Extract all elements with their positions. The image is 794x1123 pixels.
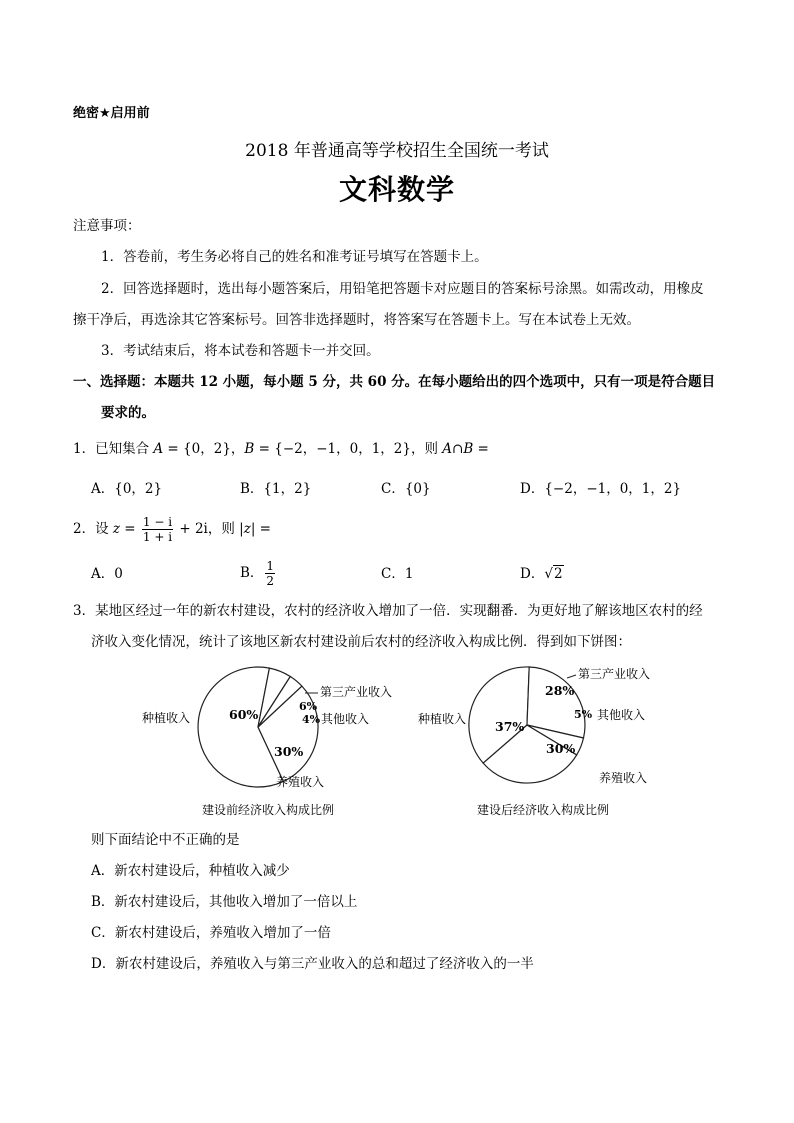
q2-option-c-value: 1 [404, 566, 414, 582]
q1-option-d-value: {−2，−1，0，1，2} [544, 481, 682, 497]
q2-option-d-label: D． [520, 566, 545, 582]
pie-pct-label-1-2: 28% [545, 683, 575, 698]
pie-pct-label-0-2: 6% [299, 700, 318, 713]
pie-leader-line-1-2 [567, 675, 576, 678]
q2-option-c-label: C． [381, 566, 405, 582]
q3-prompt: 则下面结论中不正确的是 [91, 832, 240, 848]
pie-category-label-1-2: 第三产业收入 [578, 667, 651, 681]
section-heading-cont: 要求的。 [101, 405, 155, 421]
exam-title: 2018 年普通高等学校招生全国统一考试 [245, 141, 549, 161]
pie-title-0: 建设前经济收入构成比例 [201, 803, 335, 817]
pie-pct-label-1-1: 30% [546, 741, 576, 756]
q2-option-d: D．√2 [520, 566, 563, 582]
q2-option-a-value: 0 [114, 566, 123, 582]
q1-tail-post: = [473, 441, 489, 457]
q1-lead: 1．已知集合 [73, 441, 154, 457]
q2-lead: 2．设 [73, 521, 113, 537]
q2-eq: = [120, 521, 140, 537]
q1-option-a [91, 479, 162, 499]
q3-stem-line1: 3．某地区经过一年的新农村建设，农村的经济收入增加了一倍．实现翻番．为更好地了解该地区农村的经 [73, 603, 703, 619]
pie-pct-label-0-3: 4% [302, 713, 321, 726]
q1-sep: ， [230, 441, 245, 457]
pie-pct-label-1-3: 5% [574, 708, 593, 721]
q1-option-c-label: C． [381, 481, 405, 497]
pie-pct-label-0-0: 60% [229, 707, 259, 722]
q1-set-b-value: {−2，−1，0，1，2} [274, 441, 411, 457]
q2-fraction-num: 1 − i [142, 515, 173, 529]
q1-set-a-value: {0，2} [183, 441, 231, 457]
pie-category-label-0-0: 种植收入 [141, 711, 190, 725]
pie-category-label-1-3: 其他收入 [597, 708, 646, 722]
q3-option-b: B．新农村建设后，其他收入增加了一倍以上 [91, 894, 358, 910]
q2-option-a-label: A． [91, 566, 115, 582]
secret-label: 绝密★启用前 [73, 106, 150, 121]
q1-option-b [240, 479, 311, 499]
q2-stem [73, 514, 271, 544]
q1-option-c-value: {0} [404, 481, 431, 497]
notes-heading: 注意事项： [73, 218, 141, 234]
q2-fraction [142, 515, 173, 544]
q2-option-b-label: B． [240, 565, 264, 581]
q2-fraction-den: 1 + i [142, 530, 173, 544]
section-heading: 一、选择题：本题共 12 小题，每小题 5 分，共 60 分。在每小题给出的四个选项中，只有一项是符合题目 [73, 374, 716, 390]
q1-option-c [381, 479, 431, 499]
note-item-3: 3．考试结束后，将本试卷和答题卡一并交回。 [101, 343, 380, 359]
pie-pct-label-0-1: 30% [274, 744, 304, 759]
q1-intersection: A∩B [442, 441, 474, 457]
q2-tail: = [255, 521, 271, 537]
note-item-1: 1．答卷前，考生务必将自己的姓名和准考证号填写在答题卡上。 [101, 249, 488, 265]
q1-eq: = [163, 441, 184, 457]
subject-title: 文科数学 [338, 173, 455, 206]
pie-charts [0, 655, 794, 825]
q1-option-d-label: D． [520, 481, 545, 497]
pie-category-label-0-2: 第三产业收入 [320, 685, 393, 699]
q3-option-c: C．新农村建设后，养殖收入增加了一倍 [91, 925, 331, 941]
q1-set-a-name: A [153, 441, 164, 457]
q1-tail-pre: ，则 [410, 441, 443, 457]
q2-option-b-num: 1 [266, 559, 275, 573]
q1-stem [73, 439, 489, 459]
q2-var: z [112, 521, 121, 537]
pie-title-1: 建设后经济收入构成比例 [476, 803, 610, 817]
q1-option-d [520, 479, 681, 499]
q1-eq-2: = [254, 441, 275, 457]
q2-abs: |z| [239, 521, 256, 537]
pie-category-label-1-0: 种植收入 [417, 712, 466, 726]
note-item-2: 2．回答选择题时，选出每小题答案后，用铅笔把答题卡对应题目的答案标号涂黑。如需改动，用橡皮 [101, 281, 704, 297]
q1-option-b-label: B． [240, 481, 264, 497]
q3-option-a: A．新农村建设后，种植收入减少 [91, 863, 290, 879]
q2-option-c [381, 564, 413, 584]
q1-set-b-name: B [244, 441, 255, 457]
q2-option-a [91, 564, 123, 584]
note-item-2-cont: 擦干净后，再选涂其它答案标号。回答非选择题时，将答案写在答题卡上。写在本试卷上无效。 [73, 312, 640, 328]
q2-option-b [240, 556, 277, 590]
pie-category-label-1-1: 养殖收入 [598, 771, 648, 785]
pie-chart-before [142, 667, 392, 817]
pie-chart-after [418, 666, 650, 817]
q3-stem-line2: 济收入变化情况，统计了该地区新农村建设前后农村的经济收入构成比例．得到如下饼图： [91, 634, 631, 650]
pie-pct-label-1-0: 37% [495, 719, 525, 734]
q1-option-a-label: A． [91, 481, 115, 497]
q2-option-d-sqrt: 2 [553, 566, 563, 582]
q1-option-b-value: {1，2} [263, 481, 312, 497]
q2-option-b-fraction [265, 559, 275, 588]
q1-option-a-value: {0，2} [114, 481, 163, 497]
pie-category-label-0-3: 其他收入 [321, 712, 370, 726]
q2-option-b-den: 2 [266, 574, 275, 588]
pie-category-label-0-1: 养殖收入 [275, 775, 325, 789]
q3-option-d: D．新农村建设后，养殖收入与第三产业收入的总和超过了经济收入的一半 [91, 956, 534, 972]
q2-plus: + 2i，则 [175, 521, 240, 537]
